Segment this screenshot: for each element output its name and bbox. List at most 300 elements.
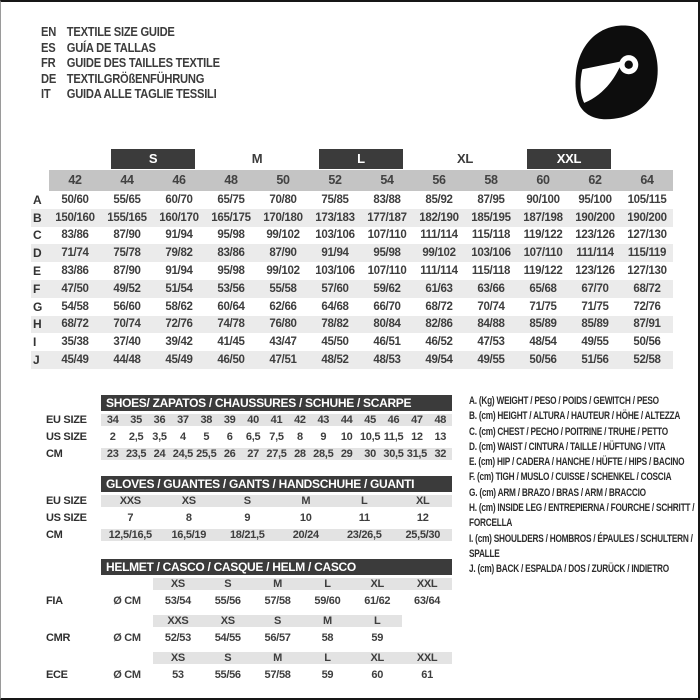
value-cell: 48 (429, 414, 452, 426)
helmet-value-cell: 55/56 (214, 668, 241, 681)
size-group-xxl: XXL (527, 149, 611, 169)
measure-cell: 111/114 (420, 229, 458, 242)
measure-cell: 57/60 (321, 282, 349, 295)
helmet-size-cell: XL (352, 578, 402, 590)
shoes-title-bar: SHOES/ ZAPATOS / CHAUSSURES / SCHUHE / SCARPE (101, 395, 452, 411)
helmet-value-row-ece (46, 666, 452, 683)
helmet-value-cell: 53 (172, 668, 184, 681)
legend-item: C. (cm) CHEST / PECHO / POITRINE / TRUHE / PETTO (469, 425, 668, 438)
measure-row-h (31, 316, 673, 334)
measure-cell: 68/72 (425, 300, 453, 313)
size-header-cell: 46 (153, 170, 205, 191)
measure-cell: 115/118 (471, 229, 511, 242)
gloves-table (46, 476, 452, 543)
size-group-s: S (111, 149, 195, 169)
gloves-title-bar: GLOVES / GUANTES / GANTS / HANDSCHUHE / GUANTI (101, 476, 452, 492)
value-cell: 12,5/16,5 (101, 529, 160, 541)
measure-cell: 85/89 (529, 318, 557, 331)
value-cell: 41 (265, 414, 288, 426)
measure-cell: 87/90 (113, 229, 141, 242)
value-cell: 30,5 (383, 447, 404, 460)
measure-cell: 56/60 (113, 300, 141, 313)
helmet-value-cell: 57/58 (264, 594, 291, 607)
helmet-value-cell: 55/56 (214, 594, 241, 607)
value-cell: 32 (429, 448, 452, 460)
measure-cell: 83/86 (61, 229, 89, 242)
measure-cell: 177/187 (367, 211, 407, 224)
measurement-legend (469, 394, 699, 578)
value-cell: 10 (299, 511, 312, 524)
helmet-size-cell: XXL (402, 652, 452, 664)
shoes-table (46, 395, 452, 462)
value-cell: 45 (358, 414, 381, 426)
value-cell: 11 (358, 511, 370, 524)
row-letter: D (33, 246, 42, 261)
measure-cell: 91/94 (165, 265, 193, 278)
legend-item: A. (Kg) WEIGHT / PESO / POIDS / GEWITCH / PESO (469, 395, 659, 407)
measure-cell: 39/42 (165, 336, 193, 349)
row-letter: J (33, 353, 40, 368)
value-cell: 4 (179, 430, 186, 443)
row-label: CM (46, 447, 63, 460)
shoes-row-eu (46, 411, 452, 428)
helmet-size-cell: M (253, 578, 303, 590)
row-letter: H (33, 317, 42, 332)
measure-cell: 68/72 (61, 318, 89, 331)
lang-title: GUIDA ALLE TAGLIE TESSILI (66, 86, 217, 102)
lang-title: TEXTILGRÖßENFÜHRUNG (66, 70, 205, 86)
measure-cell: 75/85 (321, 193, 349, 206)
value-cell: 5 (203, 430, 210, 443)
measure-cell: 72/76 (165, 318, 193, 331)
value-cell: 47 (405, 414, 428, 426)
measure-cell: 59/62 (373, 282, 401, 295)
measure-row-j (31, 351, 673, 369)
shoes-title-row (46, 395, 452, 411)
measure-cell: 91/94 (165, 229, 193, 242)
measure-cell: 41/45 (217, 336, 245, 349)
value-cell: 28 (288, 448, 311, 460)
size-header-cell: 48 (205, 170, 257, 191)
measure-cell: 49/55 (477, 354, 505, 367)
value-cell: 36 (148, 414, 171, 426)
value-cell: 8 (185, 511, 192, 524)
legend-item: D. (cm) WAIST / CINTURA / TAILLE / HÜFTUNG / VITA (469, 440, 666, 453)
measure-cell: 70/74 (477, 300, 505, 313)
helmet-size-cell: XL (352, 652, 402, 664)
helmet-value-cell: 56/57 (264, 631, 291, 644)
value-cell: 39 (218, 414, 241, 426)
helmet-value-cell: 58 (321, 631, 334, 644)
measure-cell: 47/50 (61, 282, 89, 295)
legend-item: H. (cm) INSIDE LEG / ENTREPIERNA / FOURCHE / SCHRITT / FORCELLA (469, 502, 695, 530)
measure-cell: 90/100 (526, 193, 560, 206)
helmet-size-cell: XS (153, 652, 203, 664)
measure-row-d (31, 244, 673, 262)
measure-cell: 111/114 (576, 247, 614, 260)
standard-label: CMR (46, 631, 71, 644)
measure-cell: 87/95 (477, 193, 505, 206)
size-group-l: L (319, 149, 403, 169)
language-title-block (41, 24, 249, 102)
helmet-size-cell: S (203, 652, 253, 664)
measure-cell: 49/54 (425, 354, 453, 367)
helmet-size-cell: L (302, 652, 352, 664)
measure-cell: 70/80 (269, 193, 297, 206)
helmet-value-cell: 54/55 (214, 631, 241, 644)
measure-cell: 160/170 (159, 211, 199, 224)
size-group-m: M (251, 151, 263, 166)
measure-cell: 46/51 (373, 336, 401, 349)
helmet-size-cell: XXL (402, 578, 452, 590)
size-header-cell: 42 (49, 170, 101, 191)
measure-cell: 87/91 (633, 318, 661, 331)
lang-title: GUIDE DES TAILLES TEXTILE (66, 55, 220, 71)
measure-cell: 80/84 (373, 318, 401, 331)
header-line-de (41, 71, 220, 87)
measure-cell: 150/160 (55, 211, 95, 224)
header-line-es (41, 40, 220, 56)
diameter-label: Ø CM (113, 631, 141, 644)
measure-cell: 76/80 (269, 318, 297, 331)
measure-cell: 65/75 (217, 193, 245, 206)
legend-item: I. (cm) SHOULDERS / HOMBROS / ÉPAULES / SCHULTERN / SPALLE (469, 532, 693, 560)
measure-cell: 61/63 (425, 282, 453, 295)
measure-cell: 103/106 (471, 247, 511, 260)
row-label: EU SIZE (46, 494, 87, 507)
measure-cell: 87/90 (269, 247, 297, 260)
measure-row-g (31, 298, 673, 316)
row-letter: E (33, 264, 41, 279)
measure-row-i (31, 333, 673, 351)
value-cell: 25,5/30 (394, 529, 453, 541)
value-cell: 34 (101, 414, 124, 426)
size-group-row (31, 148, 673, 170)
value-cell: 13 (434, 430, 447, 443)
value-cell: 25,5 (196, 447, 217, 460)
measure-row-a (31, 191, 673, 209)
header-line-it (41, 86, 220, 102)
measure-cell: 45/49 (61, 354, 89, 367)
measure-cell: 48/54 (529, 336, 557, 349)
row-letter: G (33, 299, 43, 314)
helmet-size-cell: M (302, 615, 352, 627)
measure-cell: 58/62 (165, 300, 193, 313)
value-cell: 40 (241, 414, 264, 426)
gloves-row-us (46, 509, 452, 526)
value-cell: 38 (195, 414, 218, 426)
measure-cell: 123/126 (575, 265, 615, 278)
measure-cell: 115/119 (627, 247, 667, 260)
helmet-table (46, 559, 452, 683)
value-cell: 23/26,5 (335, 529, 394, 541)
measure-cell: 119/122 (523, 229, 563, 242)
size-header-cell: 58 (465, 170, 517, 191)
measure-cell: 115/118 (471, 265, 511, 278)
helmet-size-cell: S (253, 615, 303, 627)
legend-item: E. (cm) HIP / CADERA / HANCHE / HÜFTE / HIPS / BACINO (469, 456, 685, 469)
size-header-cell: 62 (569, 170, 621, 191)
header-line-fr (41, 55, 220, 71)
measure-cell: 45/50 (321, 336, 349, 349)
measure-cell: 84/88 (477, 318, 505, 331)
helmet-value-cell: 59 (371, 631, 384, 644)
measure-cell: 62/66 (269, 300, 297, 313)
measure-cell: 165/175 (211, 211, 251, 224)
value-cell: 24,5 (172, 447, 193, 460)
measure-cell: 95/98 (373, 247, 401, 260)
value-cell: L (335, 495, 394, 507)
measure-cell: 46/50 (217, 354, 245, 367)
measure-cell: 99/102 (266, 265, 300, 278)
gloves-row-eu (46, 492, 452, 509)
measure-cell: 50/56 (633, 336, 661, 349)
size-header-cell: 50 (257, 170, 309, 191)
value-cell: 8 (296, 430, 303, 443)
measure-row-c (31, 227, 673, 245)
value-cell: 46 (382, 414, 405, 426)
helmet-title-row (46, 559, 452, 575)
measure-cell: 44/48 (113, 354, 141, 367)
measure-cell: 99/102 (266, 229, 300, 242)
value-cell: 27,5 (266, 447, 287, 460)
measure-cell: 51/54 (165, 282, 193, 295)
value-cell: 11,5 (383, 430, 404, 443)
helmet-value-row-cmr (46, 629, 452, 646)
value-cell: 30 (358, 448, 381, 460)
legend-item: F. (cm) TIGH / MUSLO / CUISSE / SCHENKEL / COSCIA (469, 471, 672, 484)
main-size-table (31, 148, 673, 369)
row-label: US SIZE (46, 430, 87, 443)
value-cell: XS (160, 495, 219, 507)
measure-row-b (31, 209, 673, 227)
row-letter: A (33, 192, 42, 207)
value-cell: 10,5 (359, 430, 381, 443)
value-cell: 2 (109, 430, 116, 443)
measure-row-e (31, 262, 673, 280)
measure-cell: 107/110 (523, 247, 563, 260)
helmet-value-cell: 61/62 (364, 594, 391, 607)
helmet-value-cell: 61 (421, 668, 433, 681)
helmet-value-cell: 57/58 (264, 668, 291, 681)
value-cell: 2,5 (128, 430, 144, 443)
value-cell: 37 (171, 414, 194, 426)
measure-cell: 95/98 (217, 265, 245, 278)
measure-cell: 71/74 (61, 247, 89, 260)
value-cell: 29 (335, 448, 358, 460)
value-cell: 43 (312, 414, 335, 426)
helmet-size-cell: XS (153, 578, 203, 590)
value-cell: 23 (101, 448, 124, 460)
value-cell: 31,5 (406, 447, 427, 460)
helmet-value-cell: 53/54 (164, 594, 191, 607)
measure-cell: 64/68 (321, 300, 349, 313)
helmet-icon (569, 22, 663, 122)
measure-cell: 103/106 (315, 229, 355, 242)
value-cell: 12 (416, 511, 429, 524)
row-letter: F (33, 281, 41, 296)
measure-cell: 75/78 (113, 247, 141, 260)
measure-cell: 52/58 (633, 354, 661, 367)
measure-cell: 60/70 (165, 193, 193, 206)
helmet-size-cell: M (253, 652, 303, 664)
measure-cell: 67/70 (581, 282, 609, 295)
measure-cell: 60/64 (217, 300, 245, 313)
shoes-row-cm (46, 445, 452, 462)
helmet-value-cell: 63/64 (414, 594, 441, 607)
measure-cell: 185/195 (471, 211, 511, 224)
helmet-value-row-fia (46, 592, 452, 609)
helmet-value-cell: 59 (321, 668, 334, 681)
measure-cell: 74/78 (217, 318, 245, 331)
lang-code: IT (41, 86, 51, 102)
legend-item: B. (cm) HEIGHT / ALTURA / HAUTEUR / HÖHE / ALTEZZA (469, 410, 681, 423)
shoes-row-us (46, 428, 452, 445)
value-cell: 44 (335, 414, 358, 426)
measure-cell: 79/82 (165, 247, 193, 260)
size-header-cell: 54 (361, 170, 413, 191)
measure-cell: 54/58 (61, 300, 89, 313)
measure-cell: 83/88 (373, 193, 401, 206)
measure-cell: 45/49 (165, 354, 193, 367)
measure-cell: 46/52 (425, 336, 453, 349)
measure-cell: 103/106 (315, 265, 355, 278)
size-group-xl: XL (456, 151, 473, 166)
value-cell: 24 (148, 448, 171, 460)
measure-cell: 48/53 (373, 354, 401, 367)
value-cell: 12 (411, 430, 423, 443)
measure-cell: 190/200 (627, 211, 667, 224)
value-cell: 10 (340, 430, 353, 443)
standard-label: FIA (46, 594, 63, 607)
measure-cell: 78/82 (321, 318, 349, 331)
helmet-value-cell: 60 (371, 668, 384, 681)
value-cell: 18/21,5 (218, 529, 277, 541)
helmet-value-cell: 59/60 (314, 594, 341, 607)
header-line-en (41, 24, 220, 40)
measure-cell: 187/198 (523, 211, 563, 224)
measure-cell: 170/180 (263, 211, 303, 224)
measure-cell: 35/38 (61, 336, 89, 349)
lang-title: TEXTILE SIZE GUIDE (66, 24, 175, 39)
measure-cell: 71/75 (581, 300, 609, 313)
measure-cell: 70/74 (113, 318, 141, 331)
measure-cell: 65/68 (529, 282, 557, 295)
measure-cell: 182/190 (419, 211, 459, 224)
measure-cell: 49/52 (113, 282, 141, 295)
value-cell: XL (394, 495, 453, 507)
value-cell: 9 (320, 430, 327, 443)
gloves-row-cm (46, 526, 452, 543)
measure-cell: 173/183 (315, 211, 355, 224)
measure-cell: 72/76 (633, 300, 661, 313)
value-cell: 3,5 (152, 430, 167, 443)
row-label: US SIZE (46, 511, 87, 524)
row-label: EU SIZE (46, 413, 87, 426)
measure-cell: 47/53 (477, 336, 505, 349)
measure-cell: 55/58 (269, 282, 297, 295)
size-header-cell: 52 (309, 170, 361, 191)
value-cell: 23,5 (125, 447, 147, 460)
value-cell: 27 (241, 448, 264, 460)
measure-cell: 111/114 (420, 265, 458, 278)
value-cell: 9 (244, 511, 251, 524)
helmet-size-strip-cmr (46, 612, 452, 629)
measure-cell: 85/92 (425, 193, 453, 206)
value-cell: XXS (101, 495, 160, 507)
size-number-row (31, 170, 673, 191)
helmet-size-cell: L (352, 615, 402, 627)
measure-cell: 155/165 (107, 211, 147, 224)
row-label: CM (46, 528, 63, 541)
value-cell: 28,5 (313, 447, 334, 460)
helmet-title-bar: HELMET / CASCO / CASQUE / HELM / CASCO (101, 559, 452, 575)
measure-cell: 107/110 (367, 229, 407, 242)
value-cell: 26 (218, 448, 241, 460)
measure-cell: 43/47 (269, 336, 297, 349)
gloves-title-row (46, 476, 452, 492)
helmet-size-strip-fia (46, 575, 452, 592)
helmet-size-cell: S (203, 578, 253, 590)
size-header-cell: 44 (101, 170, 153, 191)
measure-cell: 119/122 (523, 265, 563, 278)
value-cell: M (277, 495, 336, 507)
measure-cell: 190/200 (575, 211, 615, 224)
measure-cell: 107/110 (367, 265, 407, 278)
measure-cell: 99/102 (422, 247, 456, 260)
value-cell: 6 (226, 430, 233, 443)
measure-cell: 50/56 (529, 354, 557, 367)
measure-cell: 47/51 (269, 354, 297, 367)
size-header-cell: 56 (413, 170, 465, 191)
measure-cell: 51/56 (581, 354, 609, 367)
value-cell: S (218, 495, 277, 507)
lang-code: DE (41, 70, 57, 86)
lang-code: ES (41, 39, 56, 55)
measure-cell: 63/66 (477, 282, 505, 295)
measure-cell: 50/60 (61, 193, 89, 206)
diameter-label: Ø CM (113, 668, 141, 681)
measure-cell: 123/126 (575, 229, 615, 242)
value-cell: 7 (127, 511, 134, 524)
value-cell: 7,5 (269, 430, 284, 443)
helmet-size-cell: L (302, 578, 352, 590)
measure-cell: 91/94 (321, 247, 349, 260)
helmet-size-cell: XS (203, 615, 253, 627)
size-header-cell: 64 (621, 170, 673, 191)
measure-cell: 83/86 (217, 247, 245, 260)
measure-cell: 55/65 (113, 193, 141, 206)
diameter-label: Ø CM (113, 594, 141, 607)
measure-cell: 127/130 (627, 265, 667, 278)
measure-cell: 48/52 (321, 354, 349, 367)
value-cell: 6,5 (245, 430, 261, 443)
legend-item: G. (cm) ARM / BRAZO / BRAS / ARM / BRACCIO (469, 486, 646, 499)
measure-cell: 85/89 (581, 318, 609, 331)
measure-cell: 95/98 (217, 229, 245, 242)
value-cell: 16,5/19 (160, 529, 219, 541)
standard-label: ECE (46, 668, 68, 681)
row-letter: I (33, 335, 37, 350)
row-letter: B (33, 210, 42, 225)
measure-cell: 53/56 (217, 282, 245, 295)
measure-cell: 127/130 (627, 229, 667, 242)
measure-row-f (31, 280, 673, 298)
row-letter: C (33, 228, 42, 243)
measure-cell: 66/70 (373, 300, 401, 313)
measure-cell: 95/100 (578, 193, 612, 206)
helmet-size-strip-ece (46, 649, 452, 666)
